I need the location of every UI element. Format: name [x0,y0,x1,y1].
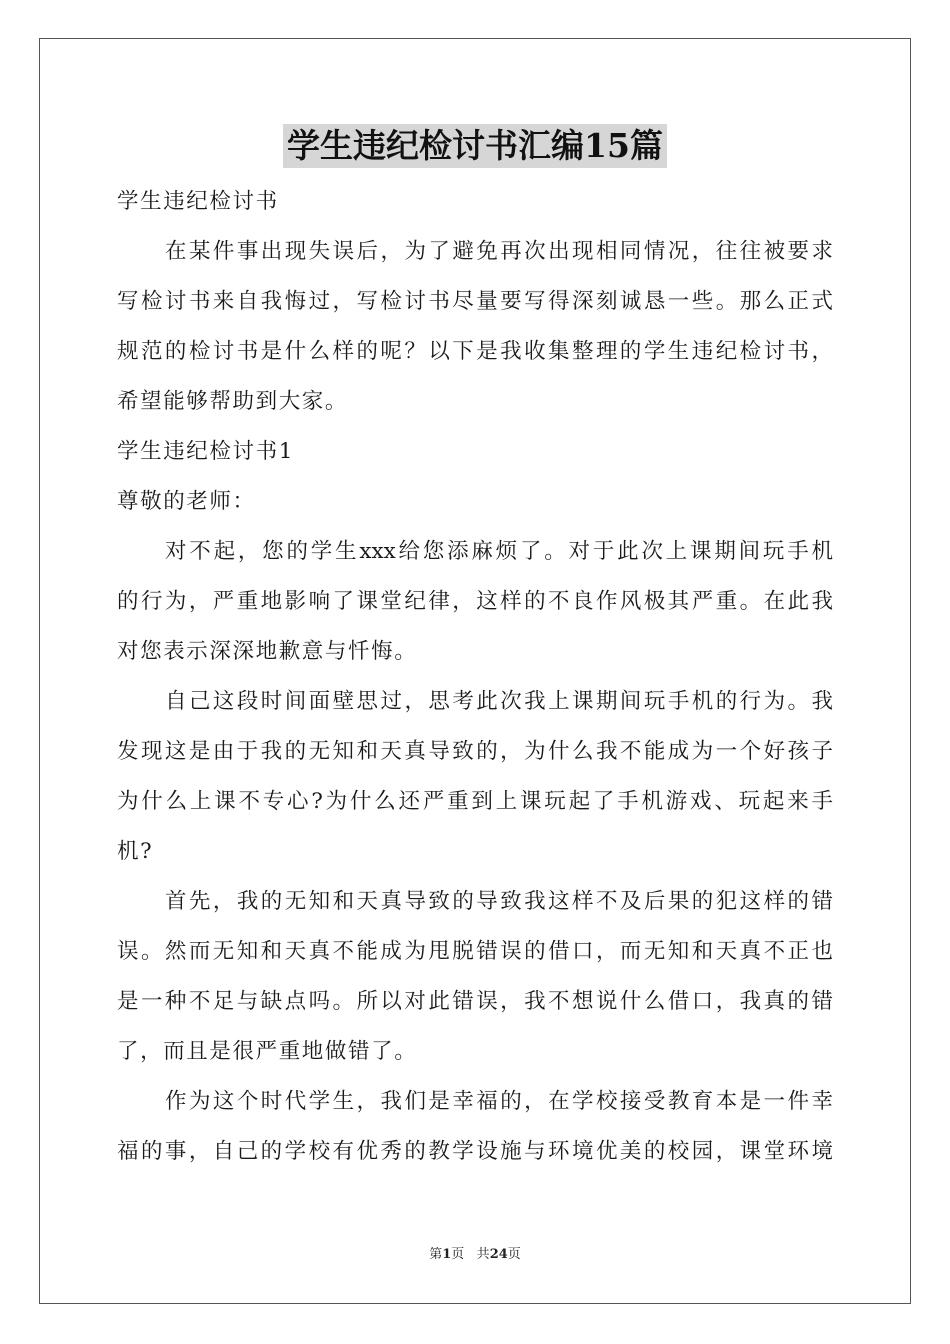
text-line: 发现这是由于我的无知和天真导致的，为什么我不能成为一个好孩子 [117,739,833,764]
text-line: 了，而且是很严重地做错了。 [117,1039,418,1064]
text-line: 写检讨书来自我悔过，写检讨书尽量要写得深刻诚恳一些。那么正式 [117,289,833,314]
text-line: 首先，我的无知和天真导致的导致我这样不及后果的犯这样的错 [165,889,833,914]
text-line: 福的事，自己的学校有优秀的教学设施与环境优美的校园，课堂环境 [117,1139,833,1164]
total-suffix: 页 [507,1247,521,1262]
text-line: 希望能够帮助到大家。 [117,389,349,414]
current-page-number: 1 [442,1247,452,1262]
text-line: 的行为，严重地影响了课堂纪律，这样的不良作风极其严重。在此我 [117,589,833,614]
total-pages-number: 24 [489,1247,508,1262]
text-line: 在某件事出现失误后，为了避免再次出现相同情况，往往被要求 [165,239,833,264]
total-prefix: 共 [476,1247,490,1262]
page-footer [0,1246,950,1264]
text-line: 是一种不足与缺点吗。所以对此错误，我不想说什么借口，我真的错 [117,989,833,1014]
text-line: 误。然而无知和天真不能成为甩脱错误的借口，而无知和天真不正也 [117,939,833,964]
document-body [117,177,833,1177]
document-title: 学生违纪检讨书汇编15篇 [283,124,667,168]
text-line: 自己这段时间面壁思过，思考此次我上课期间玩手机的行为。我 [165,689,833,714]
text-line: 对不起，您的学生xxx给您添麻烦了。对于此次上课期间玩手机 [165,539,833,564]
text-line: 为什么上课不专心?为什么还严重到上课玩起了手机游戏、玩起来手 [117,789,833,814]
text-line: 作为这个时代学生，我们是幸福的，在学校接受教育本是一件幸 [165,1089,833,1114]
title-container [0,124,950,168]
text-line: 对您表示深深地歉意与忏悔。 [117,639,418,664]
text-line: 机? [117,839,154,864]
page-prefix: 第 [429,1247,443,1262]
text-line: 规范的检讨书是什么样的呢？以下是我收集整理的学生违纪检讨书， [117,339,833,364]
text-line: 尊敬的老师： [117,489,256,514]
page-suffix: 页 [451,1247,465,1262]
text-line: 学生违纪检讨书 [117,189,279,214]
text-line: 学生违纪检讨书1 [117,439,294,464]
